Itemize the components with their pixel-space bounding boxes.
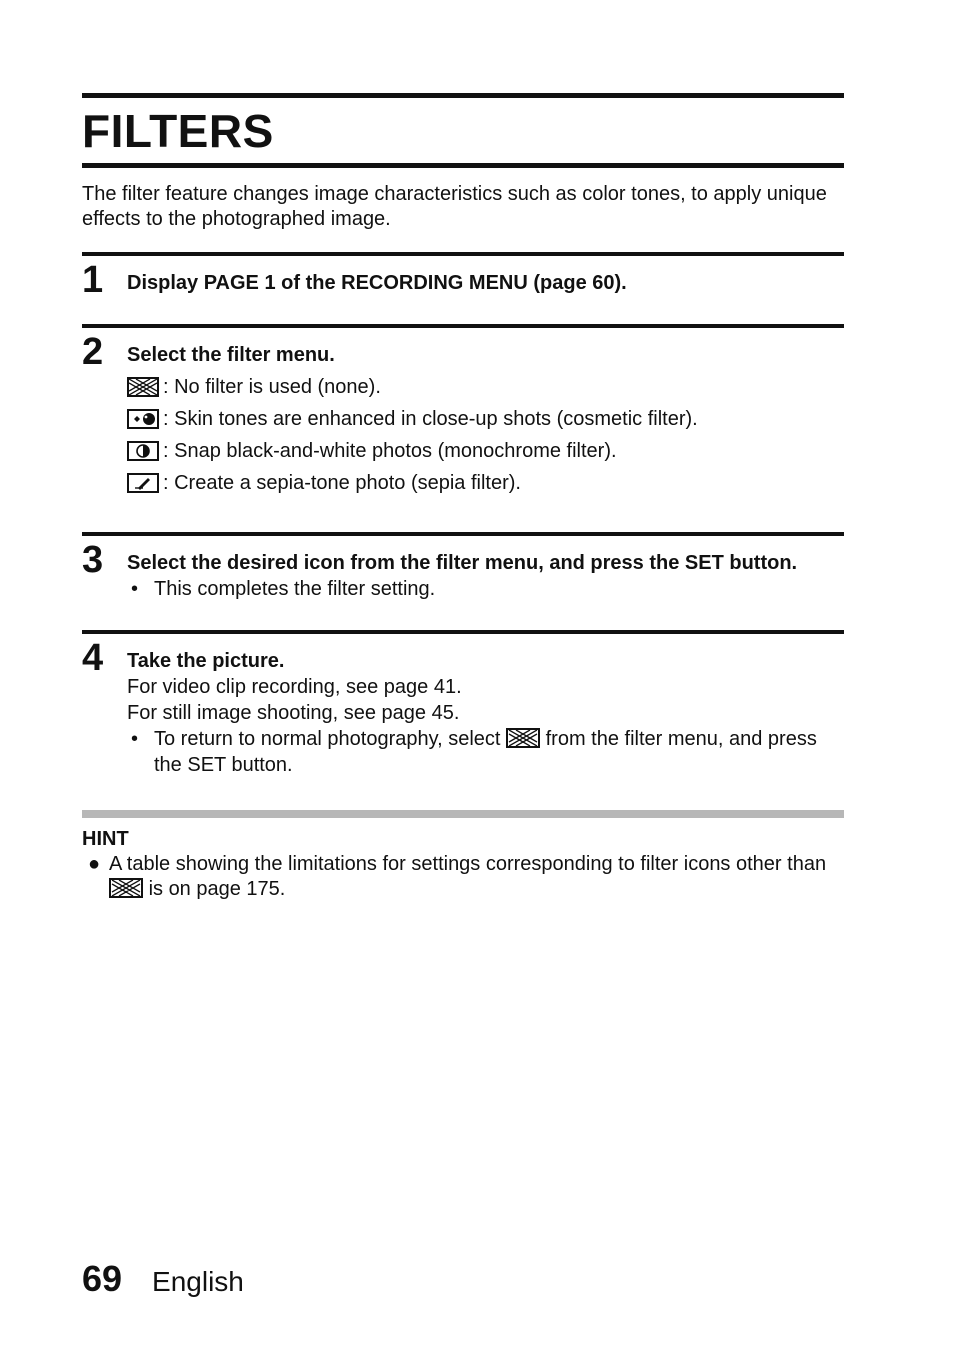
step-number: 2 [82,331,104,373]
filter-option-text: : Create a sepia-tone photo (sepia filter). [163,472,521,494]
hint-text: A table showing the limitations for settings corresponding to filter icons other than [109,853,827,875]
step-heading: Take the picture. [127,650,285,672]
filter-option-text: : No filter is used (none). [163,376,381,398]
monochrome-filter-icon [127,441,159,461]
filter-option-text: : Snap black-and-white photos (monochrome filter). [163,440,617,462]
page-number: 69 [82,1258,123,1299]
cosmetic-filter-icon [127,409,159,429]
step-1 [82,252,844,310]
page-footer [82,1258,244,1300]
step-4 [82,630,844,778]
page-title: FILTERS [82,105,274,157]
page [82,93,844,902]
step-heading: Display PAGE 1 of the RECORDING MENU (page 60). [127,272,627,294]
filter-option-monochrome [127,435,844,467]
language-label: English [152,1266,244,1297]
title-top-rule [82,93,844,98]
step-2 [82,324,844,499]
bullet-text: from the filter menu, and press the SET button. [154,728,817,776]
step-number: 3 [82,539,104,581]
step-3 [82,532,844,602]
no-filter-icon [127,377,159,397]
step-bullet: • This completes the filter setting. [131,578,436,600]
no-filter-icon [506,728,540,748]
no-filter-icon [109,878,143,898]
intro-text: The filter feature changes image characteristics such as color tones, to apply unique effects to the photographed image. [82,183,827,230]
filter-option-sepia [127,467,844,499]
title-bottom-rule [82,163,844,168]
filter-option-none [127,371,844,403]
step-number: 1 [82,259,104,301]
bullet-text: This completes the filter setting. [154,578,436,600]
step-number: 4 [82,637,104,679]
hint-title: HINT [82,828,129,850]
bullet-text: To return to normal photography, select [154,728,501,750]
step-heading: Select the filter menu. [127,344,335,366]
step-heading: Select the desired icon from the filter menu, and press the SET button. [127,552,798,574]
filter-option-cosmetic [127,403,844,435]
step-line: For still image shooting, see page 45. [127,702,460,724]
hint-item: ● A table showing the limitations for settings corresponding to filter icons other than is on page 175. [88,853,827,900]
sepia-filter-icon [127,473,159,493]
step-bullet: • To return to normal photography, select from the filter menu, and press the SET button. [131,728,817,776]
hint-text: is on page 175. [148,878,286,900]
step-line: For video clip recording, see page 41. [127,676,462,698]
hint-divider [82,810,844,818]
filter-option-text: : Skin tones are enhanced in close-up shots (cosmetic filter). [163,408,698,430]
